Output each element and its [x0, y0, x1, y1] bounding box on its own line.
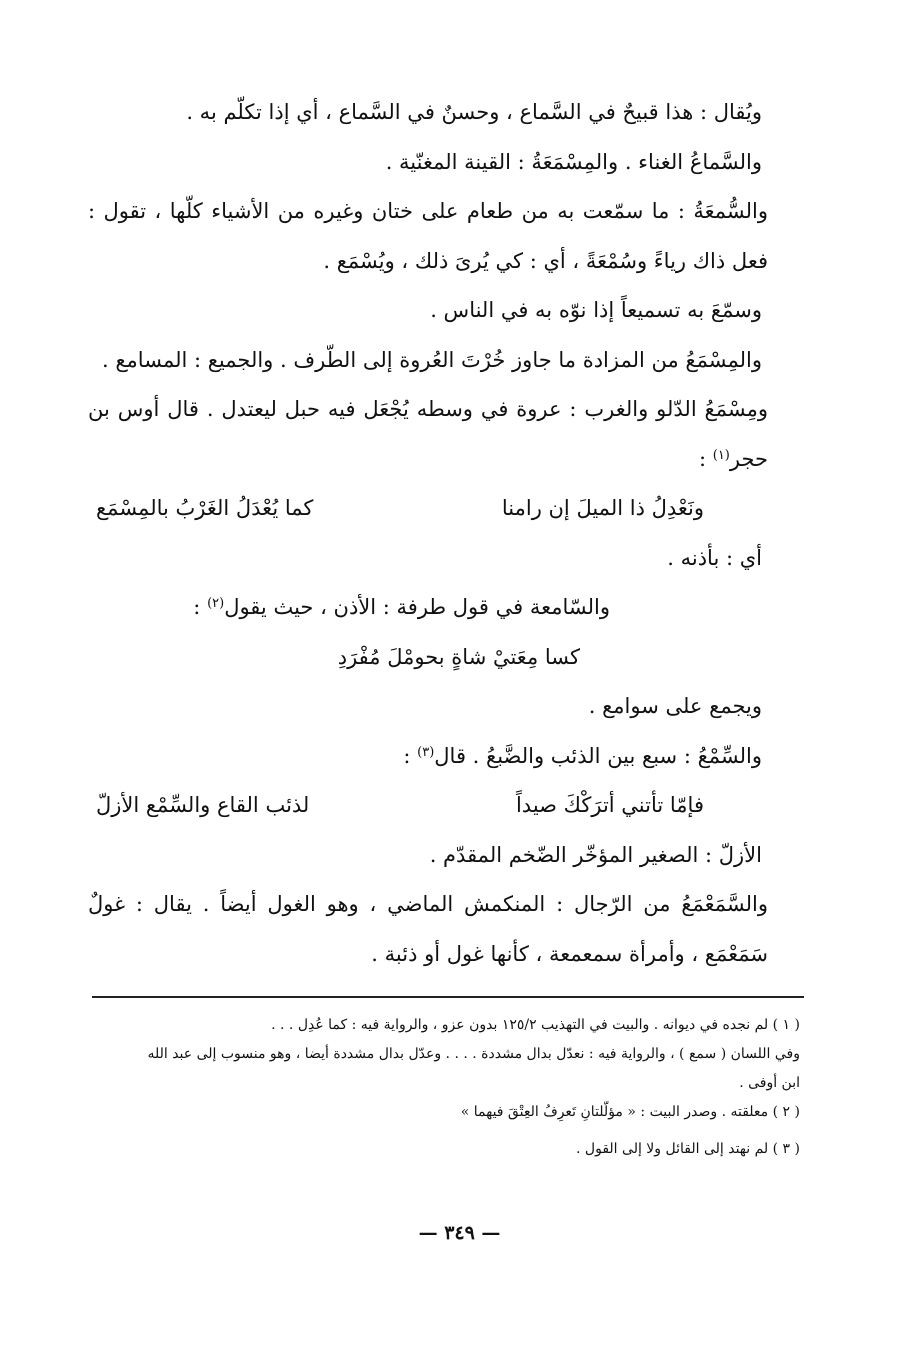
poem-verse	[88, 484, 768, 534]
footnote: ( ٣ ) لم نهتد إلى القائل ولا إلى القول .	[576, 1141, 800, 1157]
text-line: والمِسْمَعُ من المزادة ما جاوز خُرْتَ العُروة إلى الطّرف . والجميع : المسامع .	[102, 347, 762, 372]
text-line: وسمّعَ به تسميعاً إذا نوّه به في الناس .	[430, 298, 762, 322]
footnote-ref: (١)	[712, 447, 730, 463]
paragraph-text: ومِسْمَعُ الدّلو والغرب : عروة في وسطه يُجْعَل فيه حبل ليعتدل . قال أوس بن حجر	[88, 397, 768, 471]
colon: :	[193, 595, 201, 619]
line-text: والسّامعة في قول طرفة : الأذن ، حيث يقول	[224, 595, 610, 619]
verse-second-hemistich: كما يُعْدَلُ الغَرْبُ بالمِسْمَع	[96, 496, 314, 520]
text-paragraph: والسُّمعَةُ : ما سمّعت به من طعام على ختان وغيره من الأشياء كلّها ، تقول : فعل ذاك رياءً وسُمْعَةً ، أي : كي يُرىَ ذلك ، ويُسْمَع .	[88, 199, 768, 273]
text-line: الأزلّ : الصغير المؤخّر الضّخم المقدّم .	[429, 842, 762, 867]
verse-second-hemistich: لذئب القاع والسِّمْع الأزلّ	[96, 793, 310, 817]
footnote-ref: (٣)	[417, 744, 435, 760]
text-line: والسَّماعُ الغناء . والمِسْمَعَةُ : القينة المغنّية .	[385, 149, 762, 174]
footnote: ( ١ ) لم نجده في ديوانه . والبيت في التهذيب ١٢٥/٢ بدون عزو ، والرواية فيه : كما عُدِل . . .	[271, 1017, 800, 1033]
footnote-separator	[92, 996, 804, 998]
footnote: وفي اللسان ( سمع ) ، والرواية فيه : نعدّل بدال مشددة . . . . وعدّل بدال مشددة أيضا ، وهو منسوب إلى عبد الله	[147, 1046, 800, 1062]
footnote-ref: (٢)	[207, 596, 225, 611]
colon: :	[698, 446, 707, 471]
poem-verse	[88, 781, 768, 831]
text-paragraph: والسَّمَعْمَعُ من الرّجال : المنكمش الماضي ، وهو الغول أيضاً . يقال : غولٌ سَمَعْمَع ، وأمرأة سمعمعة ، كأنها غول أو ذئبة .	[88, 892, 768, 966]
main-text	[88, 88, 768, 979]
footnote: ابن أوفى .	[739, 1075, 800, 1091]
poem-verse-single: كسا مِعَتيْ شاةٍ بحومْلَ مُفْرَدِ	[337, 644, 580, 669]
text-line	[88, 583, 768, 633]
text-line: أي : بأذنه .	[667, 545, 762, 570]
verse-first-hemistich: ونَعْدِلُ ذا الميلَ إن رامنا	[501, 496, 704, 520]
page-number: — ٣٤٩ —	[418, 1222, 501, 1244]
colon: :	[403, 743, 411, 768]
text-paragraph	[88, 385, 768, 484]
text-line: ويُقال : هذا قبيحٌ في السَّماع ، وحسنٌ في السَّماع ، أي إذا تكلّم به .	[186, 100, 762, 124]
text-line: ويجمع على سوامع .	[588, 694, 762, 718]
line-text: والسِّمْعُ : سبع بين الذئب والضَّبعُ . قال	[434, 743, 762, 768]
verse-first-hemistich: فإمّا تأتني أترَكْكَ صيداً	[515, 793, 704, 817]
text-line	[88, 732, 768, 782]
footnote: ( ٢ ) معلقته . وصدر البيت : « مؤلّلتانِ تَعرِفُ العِتْقَ فيهما »	[460, 1104, 800, 1120]
footnotes	[82, 1011, 800, 1164]
